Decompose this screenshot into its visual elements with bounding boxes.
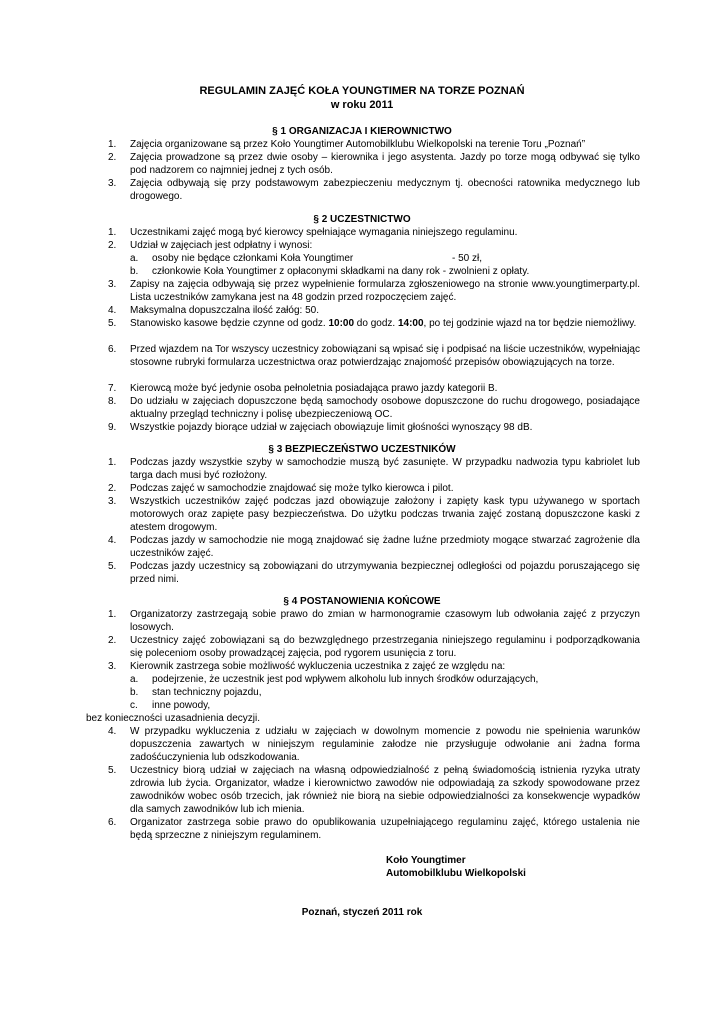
list-item: 6. Organizator zastrzega sobie prawo do opublikowania uzupełniającego regulaminu zajęć, którego ustalenia nie będą sprzeczne z niniejszym regulaminem. — [108, 817, 640, 841]
place-date: Poznań, styczeń 2011 rok — [301, 907, 423, 918]
list-item: 2. Uczestnicy zajęć zobowiązani są do bezwzględnego przestrzegania niniejszego regulaminu i podporządkowania się poleceniom osoby prowadzącej zajęcia, pod rygorem usunięcia z toru. — [108, 635, 640, 659]
list-item: 5. Podczas jazdy uczestnicy są zobowiązani do utrzymywania bezpiecznej odległości od pojazdu poruszającego się przed nimi. — [108, 561, 640, 585]
list-item: 2. Udział w zajęciach jest odpłatny i wynosi: — [108, 240, 313, 251]
document-title: REGULAMIN ZAJĘĆ KOŁA YOUNGTIMER NA TORZE POZNAŃ — [199, 85, 525, 97]
list-item: 4. Maksymalna dopuszczalna ilość załóg: 50. — [108, 305, 319, 316]
list-item: 9. Wszystkie pojazdy biorące udział w zajęciach obowiązuje limit głośności wynoszący 98 dB. — [108, 422, 533, 433]
section-4-heading: § 4 POSTANOWIENIA KOŃCOWE — [283, 596, 441, 607]
fee-amount: - 50 zł, — [452, 253, 483, 264]
list-item: 3. Zapisy na zajęcia odbywają się przez wypełnienie formularza zgłoszeniowego na stronie www.youngtimerparty.pl. Lista uczestników zamykana jest na 48 godzin przed rozpoczęciem zajęć. — [108, 279, 640, 303]
signature-line-1: Koło Youngtimer — [386, 855, 466, 866]
list-item: 1. Organizatorzy zastrzegają sobie prawo do zmian w harmonogramie czasowym lub odwołania zajęć z przyczyn losowych. — [108, 609, 640, 633]
no-justification-note: bez konieczności uzasadnienia decyzji. — [86, 713, 260, 724]
list-item: 3. Zajęcia odbywają się przy podstawowym zabezpieczeniu medycznym tj. obecności ratownika medycznego lub drogowego. — [108, 178, 640, 202]
reason-item: c. inne powody, — [130, 700, 211, 711]
document-subtitle: w roku 2011 — [330, 99, 394, 111]
list-item: 1. Uczestnikami zajęć mogą być kierowcy spełniające wymagania niniejszego regulaminu. — [108, 227, 518, 238]
list-item: 3. Wszystkich uczestników zajęć podczas jazd obowiązuje założony i zapięty kask typu używanego w sportach motorowych oraz zapięte pasy bezpieczeństwa. Do użytku podczas trwania zajęć zostaną dopuszczone kaski z atestem drogowym. — [108, 496, 640, 533]
section-3-heading: § 3 BEZPIECZEŃSTWO UCZESTNIKÓW — [268, 444, 456, 455]
list-item: 5. Uczestnicy biorą udział w zajęciach na własną odpowiedzialność z pełną świadomością istnienia ryzyka utraty zdrowia lub życia. Organizator, władze i kierownictwo zawodów nie odpowiadają za szkody spowodowane przez zawodników wobec osób trzecich, jak również nie biorą na siebie odpowiedzialności za konsekwencje wypadków dla samych zawodników lub ich mienia. — [108, 765, 640, 815]
list-item: 8. Do udziału w zajęciach dopuszczone będą samochody osobowe dopuszczone do ruchu drogowego, posiadające aktualny przegląd techniczny i polisę ubezpieczeniową OC. — [108, 396, 640, 420]
list-item: 2. Podczas zajęć w samochodzie znajdować się może tylko kierowca i pilot. — [108, 483, 454, 494]
list-item: 4. W przypadku wykluczenia z udziału w zajęciach w dowolnym momencie z powodu nie spełnienia warunków dopuszczenia zawartych w niniejszym regulaminie załodze nie przysługuje odwołanie ani żadna forma zadośćuczynienia lub odszkodowania. — [108, 726, 640, 763]
fee-item-member: b. członkowie Koła Youngtimer z opłaconymi składkami na dany rok - zwolnieni z opłaty. — [130, 266, 530, 277]
reason-item: b. stan techniczny pojazdu, — [130, 687, 262, 698]
list-item: 1. Podczas jazdy wszystkie szyby w samochodzie muszą być zasunięte. W przypadku nadwozia typu kabriolet lub targa dach musi być rozłożony. — [108, 457, 640, 481]
signature-line-2: Automobilklubu Wielkopolski — [386, 868, 526, 879]
list-item: 3. Kierownik zastrzega sobie możliwość wykluczenia uczestnika z zajęć ze względu na: — [108, 661, 506, 672]
list-item: 7. Kierowcą może być jedynie osoba pełnoletnia posiadająca prawo jazdy kategorii B. — [108, 383, 498, 394]
list-item: 1. Zajęcia organizowane są przez Koło Youngtimer Automobilklubu Wielkopolski na terenie Toru „Poznań” — [108, 139, 586, 150]
section-1-heading: § 1 ORGANIZACJA I KIEROWNICTWO — [272, 126, 452, 137]
list-item: 4. Podczas jazdy w samochodzie nie mogą znajdować się żadne luźne przedmioty mogące stwarzać zagrożenie dla uczestników zajęć. — [108, 535, 640, 559]
list-item: 6. Przed wjazdem na Tor wszyscy uczestnicy zobowiązani są wpisać się i podpisać na liście uczestników, wypełniając stosowne rubryki formularza uczestnictwa oraz potwierdzając znajomość przepisów obowiązujących na torze. — [108, 344, 640, 368]
list-item: 5. Stanowisko kasowe będzie czynne od godz. 10:00 do godz. 14:00, po tej godzinie wjazd na tor będzie niemożliwy. — [108, 318, 637, 329]
list-item: 2. Zajęcia prowadzone są przez dwie osoby – kierownika i jego asystenta. Jazdy po torze mogą odbywać się tylko pod nadzorem co najmniej jednej z tych osób. — [108, 152, 640, 176]
fee-item-nonmember: a. osoby nie będące członkami Koła Youngtimer - 50 zł, — [130, 253, 483, 264]
reason-item: a. podejrzenie, że uczestnik jest pod wpływem alkoholu lub innych środków odurzających, — [130, 674, 539, 685]
section-2-heading: § 2 UCZESTNICTWO — [313, 214, 411, 225]
